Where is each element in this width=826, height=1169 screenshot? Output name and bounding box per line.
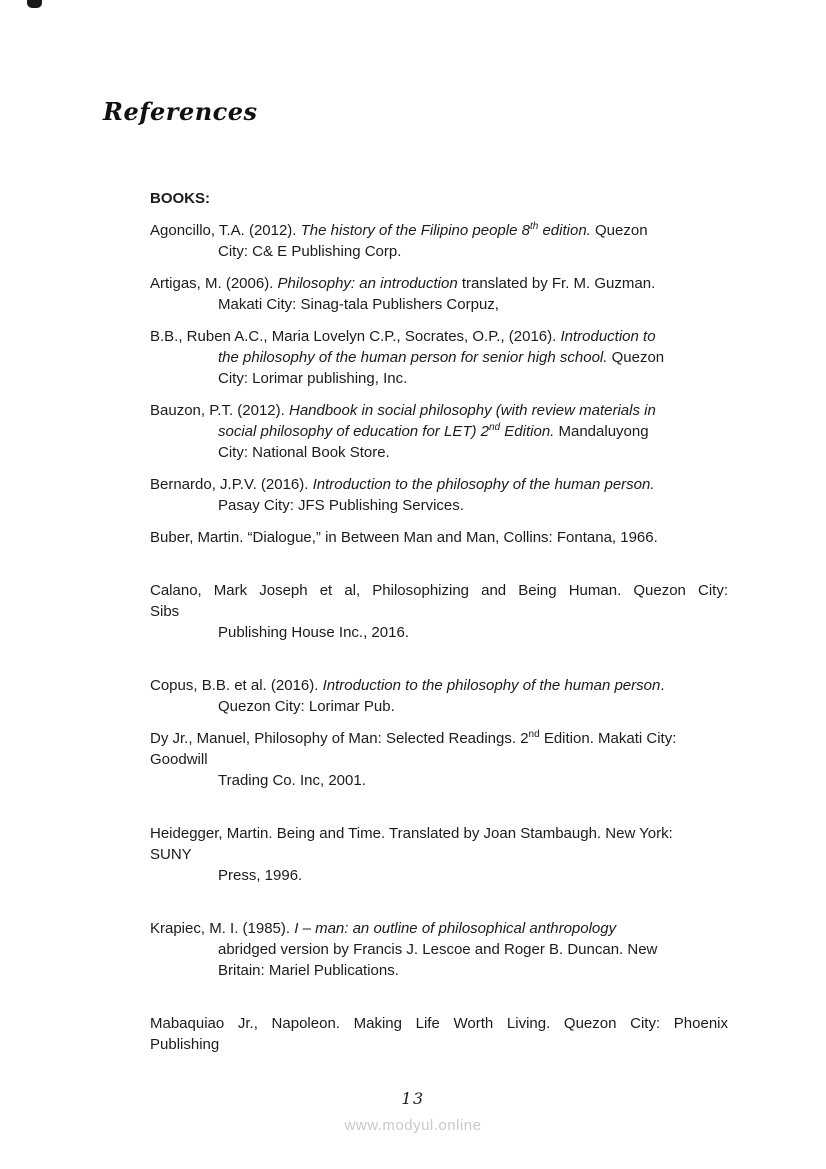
page-title: References	[103, 97, 258, 126]
reference-text: social philosophy of education for LET) 2	[218, 423, 489, 440]
reference-entry	[150, 527, 728, 548]
reference-text: Dy Jr., Manuel, Philosophy of Man: Selected Readings. 2	[150, 730, 529, 747]
reference-line	[150, 294, 728, 315]
reference-line	[150, 601, 728, 622]
reference-line	[150, 696, 728, 717]
reference-text: B.B., Ruben A.C., Maria Lovelyn C.P., Socrates, O.P., (2016).	[150, 328, 561, 345]
reference-text: Agoncillo, T.A. (2012).	[150, 222, 301, 239]
reference-line	[150, 844, 728, 865]
reference-text: City: Lorimar publishing, Inc.	[218, 370, 408, 387]
reference-text: Buber, Martin. “Dialogue,” in Between Man and Man, Collins: Fontana, 1966.	[150, 529, 658, 546]
reference-line	[150, 442, 728, 463]
reference-text: City: C& E Publishing Corp.	[218, 243, 402, 260]
reference-line	[150, 622, 728, 643]
reference-line	[150, 368, 728, 389]
reference-text: Publishing	[150, 1036, 220, 1053]
reference-text: Quezon	[607, 349, 665, 366]
reference-entry	[150, 400, 728, 463]
reference-line	[150, 273, 728, 294]
reference-entry	[150, 1013, 728, 1055]
reference-entry	[150, 918, 728, 981]
reference-line	[150, 749, 728, 770]
reference-entry	[150, 675, 728, 717]
reference-text: Bernardo, J.P.V. (2016).	[150, 476, 313, 493]
reference-line	[150, 220, 728, 241]
reference-line	[150, 527, 728, 548]
reference-entry	[150, 474, 728, 516]
reference-line	[150, 580, 728, 601]
reference-text: Krapiec, M. I. (1985).	[150, 920, 295, 937]
reference-text: Mabaquiao Jr., Napoleon. Making Life Worth Living. Quezon City: Phoenix	[150, 1015, 728, 1032]
reference-entry	[150, 273, 728, 315]
reference-text: Artigas, M. (2006).	[150, 275, 278, 292]
reference-text: Quezon	[590, 222, 648, 239]
reference-line	[150, 960, 728, 981]
watermark: www.modyul.online	[344, 1117, 482, 1134]
reference-text: Edition. Makati City:	[539, 730, 677, 747]
reference-text: Calano, Mark Joseph et al, Philosophizing and Being Human. Quezon City:	[150, 582, 728, 599]
references-section	[150, 188, 728, 1055]
scan-artifact	[27, 0, 42, 8]
reference-line	[150, 326, 728, 347]
reference-line	[150, 939, 728, 960]
reference-line	[150, 400, 728, 421]
references-list	[150, 220, 728, 1055]
reference-text: translated by Fr. M. Guzman.	[457, 275, 656, 292]
reference-text: Copus, B.B. et al. (2016).	[150, 677, 323, 694]
page-number: 13	[401, 1089, 425, 1108]
reference-line	[150, 823, 728, 844]
reference-text: Goodwill	[150, 751, 208, 768]
reference-line	[150, 474, 728, 495]
reference-entry	[150, 823, 728, 886]
reference-text: I – man: an outline of philosophical anthropology	[294, 920, 617, 937]
reference-text: Trading Co. Inc, 2001.	[218, 772, 366, 789]
reference-text: Sibs	[150, 603, 180, 620]
reference-line	[150, 241, 728, 262]
reference-text: Pasay City: JFS Publishing Services.	[218, 497, 464, 514]
reference-line	[150, 347, 728, 368]
reference-entry	[150, 326, 728, 389]
reference-text: SUNY	[150, 846, 192, 863]
reference-text: Introduction to the philosophy of the human person	[322, 677, 661, 694]
reference-text: Makati City: Sinag-tala Publishers Corpuz,	[218, 296, 499, 313]
reference-line	[150, 675, 728, 696]
reference-entry	[150, 580, 728, 643]
reference-text: the philosophy of the human person for senior high school.	[218, 349, 608, 366]
reference-text: Handbook in social philosophy (with review materials in	[288, 402, 656, 419]
reference-text: City: National Book Store.	[218, 444, 390, 461]
reference-text: nd	[489, 422, 501, 433]
reference-line	[150, 421, 728, 442]
reference-line	[150, 495, 728, 516]
reference-text: Britain: Mariel Publications.	[218, 962, 399, 979]
reference-text: Bauzon, P.T. (2012).	[150, 402, 289, 419]
reference-text: Heidegger, Martin. Being and Time. Translated by Joan Stambaugh. New York:	[150, 825, 673, 842]
books-heading: BOOKS:	[150, 190, 210, 207]
reference-line	[150, 728, 728, 749]
reference-text: Edition.	[500, 423, 555, 440]
reference-text: .	[660, 677, 665, 694]
reference-line	[150, 918, 728, 939]
reference-line	[150, 1013, 728, 1034]
reference-text: Introduction to the philosophy of the human person.	[312, 476, 655, 493]
reference-line	[150, 1034, 728, 1055]
reference-text: Press, 1996.	[218, 867, 303, 884]
reference-entry	[150, 728, 728, 791]
reference-text: Introduction to	[560, 328, 656, 345]
reference-text: Publishing House Inc., 2016.	[218, 624, 409, 641]
reference-text: th	[529, 221, 539, 232]
reference-line	[150, 770, 728, 791]
reference-entry	[150, 220, 728, 262]
reference-text: The history of the Filipino people 8	[300, 222, 530, 239]
reference-text: nd	[528, 729, 540, 740]
reference-line	[150, 865, 728, 886]
reference-text: edition.	[538, 222, 591, 239]
reference-text: Mandaluyong	[554, 423, 649, 440]
reference-text: Quezon City: Lorimar Pub.	[218, 698, 395, 715]
reference-text: abridged version by Francis J. Lescoe and Roger B. Duncan. New	[218, 941, 658, 958]
reference-text: Philosophy: an introduction	[277, 275, 458, 292]
